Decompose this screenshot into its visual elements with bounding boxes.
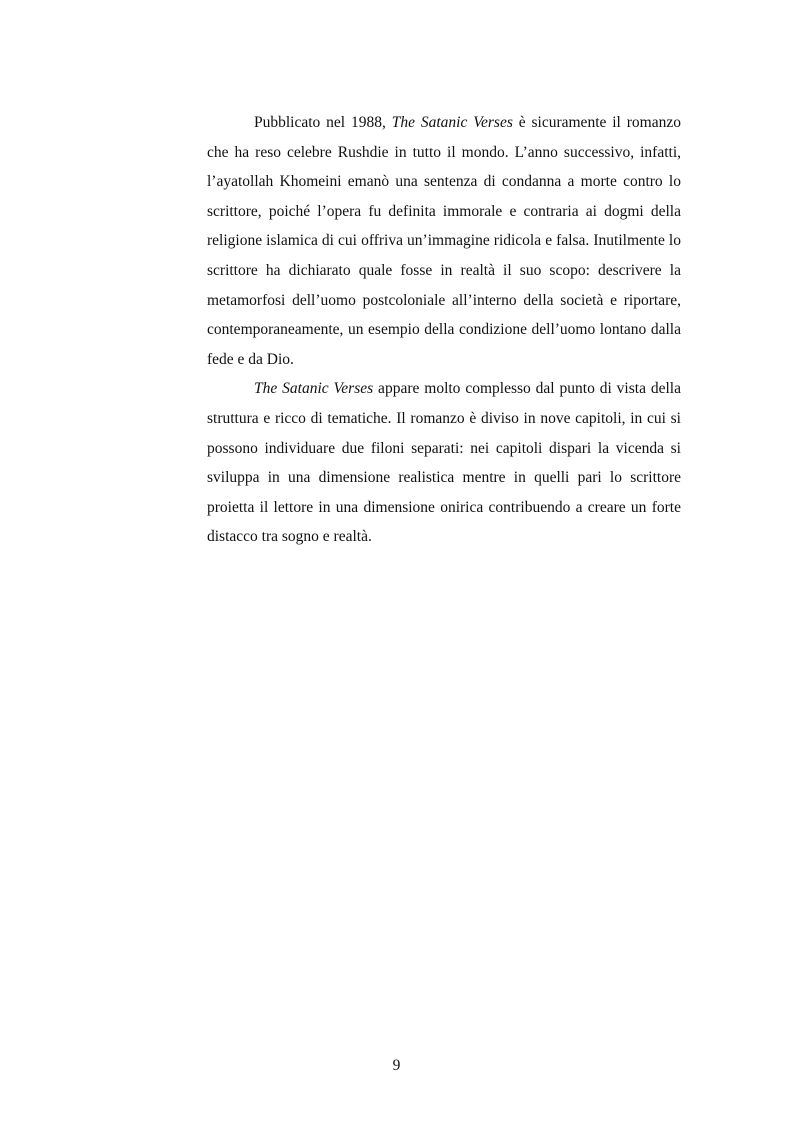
paragraph-2 [207,374,681,552]
paragraph-1-segment-1: Pubblicato nel 1988, [254,114,392,131]
paragraph-2-segment-2: appare molto complesso dal punto di vista della struttura e ricco di tematiche. Il romanzo è diviso in nove capitoli, in cui si possono individuare due filoni separati: nei capitoli dispari la vicenda si sviluppa in una dimensione realistica mentre in quelli pari lo scrittore proietta il lettore in una dimensione onirica contribuendo a creare un forte distacco tra sogno e realtà. [207,380,681,546]
book-title-italic: The Satanic Verses [391,114,513,131]
paragraph-1 [207,108,681,374]
body-text [207,108,681,552]
page-number: 9 [392,1057,401,1074]
book-title-italic: The Satanic Verses [254,380,374,398]
paragraph-1-segment-3: è sicuramente il romanzo che ha reso celebre Rushdie in tutto il mondo. L’anno successivo, infatti, l’ayatollah Khomeini emanò una sentenza di condanna a morte contro lo scrittore, poiché l’opera fu definita immorale e contraria ai dogmi della religione islamica di cui offriva un’immagine ridicola e falsa. Inutilmente lo scrittore ha dichiarato quale fosse in realtà il suo scopo: descrivere la metamorfosi dell’uomo postcoloniale all’interno della società e riportare, contemporaneamente, un esempio della condizione dell’uomo lontano dalla fede e da Dio. [207,114,681,368]
